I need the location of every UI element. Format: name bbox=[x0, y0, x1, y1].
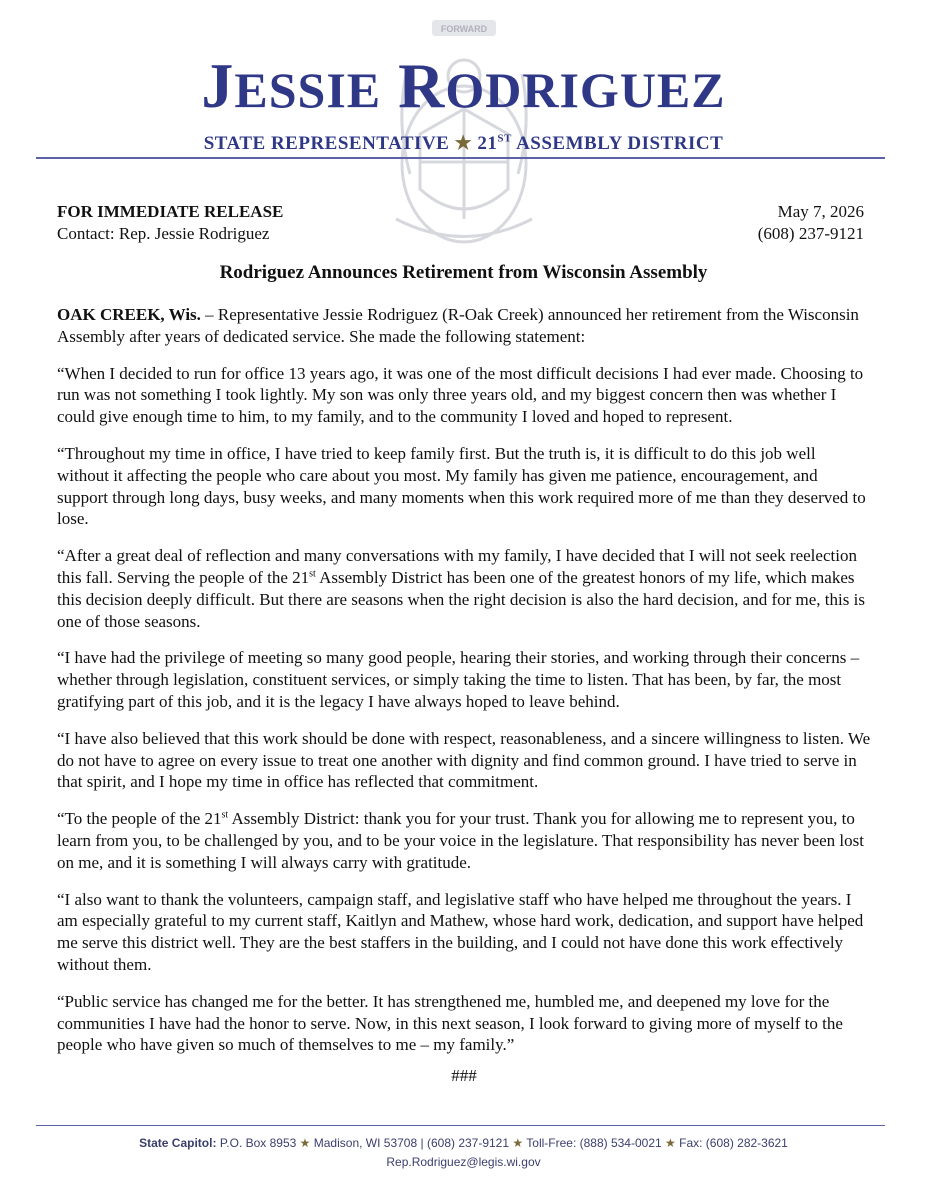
dateline: OAK CREEK, Wis. bbox=[57, 305, 201, 324]
release-header-left bbox=[57, 201, 283, 245]
statement-paragraph-6 bbox=[57, 808, 871, 873]
p3-text-a: “After a great deal of reflection and many conversations with my family, I have decided that I will not seek reelection this fall. Serving the people of the 21 bbox=[57, 546, 857, 587]
statement-paragraph-7: “I also want to thank the volunteers, campaign staff, and legislative staff who have helped me throughout the years. I am especially grateful to my current staff, Kaitlyn and Mathew, whose hard work, dedication, and support have helped me serve this district well. They are the best staffers in the building, and I could not have done this work effectively without them. bbox=[57, 889, 864, 974]
statement-paragraph-2: “Throughout my time in office, I have tried to keep family first. But the truth is, it is difficult to do this job well without it affecting the people who care about you most. My family has given me patience, encouragement, and support through long days, busy weeks, and many moments when this work required more of me than they deserved to lose. bbox=[57, 443, 866, 529]
district-text: ASSEMBLY DISTRICT bbox=[516, 133, 724, 154]
footer-email[interactable]: Rep.Rodriguez@legis.wi.gov bbox=[386, 1155, 541, 1169]
footer-capitol-label: State Capitol: bbox=[139, 1136, 217, 1150]
footer-address-line bbox=[0, 1136, 927, 1150]
p3-superscript: st bbox=[309, 568, 316, 580]
name-last-initial: R bbox=[398, 50, 446, 121]
statement-paragraph-1: “When I decided to run for office 13 years ago, it was one of the most difficult decisions I had ever made. Choosing to run was not something I took lightly. My son was only three years old, and my biggest concern then was whether I could give enough time to him, to my family, and to the community I loved and hoped to represent. bbox=[57, 363, 864, 427]
footer-star-icon: ★ bbox=[299, 1136, 311, 1150]
footer-star-icon: ★ bbox=[512, 1136, 524, 1150]
star-icon: ★ bbox=[454, 133, 473, 154]
release-header-right bbox=[758, 201, 864, 245]
intro-paragraph bbox=[57, 304, 871, 348]
end-mark: ### bbox=[451, 1066, 477, 1086]
contact-line: Contact: Rep. Jessie Rodriguez bbox=[57, 223, 270, 243]
contact-phone: (608) 237-9121 bbox=[757, 223, 864, 243]
release-date: May 7, 2026 bbox=[777, 202, 864, 221]
footer-star-icon: ★ bbox=[665, 1136, 676, 1150]
name-last-rest: ODRIGUEZ bbox=[445, 62, 726, 118]
footer-fax: Fax: (608) 282-3621 bbox=[679, 1136, 788, 1150]
statement-paragraph-5: “I have also believed that this work should be done with respect, reasonableness, and a sincere willingness to listen. We do not have to agree on every issue to treat one another with dignity and find common ground. I have tried to serve in that spirit, and I hope my time in office has reflected that commitment. bbox=[57, 728, 871, 792]
seal-motto: FORWARD bbox=[440, 24, 488, 34]
release-body bbox=[57, 304, 871, 1087]
footer-divider bbox=[36, 1125, 885, 1126]
intro-text: – Representative Jessie Rodriguez (R-Oak Creek) announced her retirement from the Wisconsin Assembly after years of dedicated service. She made the following statement: bbox=[57, 305, 859, 346]
representative-title bbox=[0, 132, 927, 155]
p6-superscript: st bbox=[221, 809, 229, 821]
name-first-initial: J bbox=[201, 50, 235, 121]
representative-name bbox=[0, 50, 927, 121]
name-first-rest: ESSIE bbox=[234, 62, 382, 118]
footer-tollfree: Toll-Free: (888) 534-0021 bbox=[526, 1136, 662, 1150]
footer-separator: | bbox=[420, 1136, 424, 1150]
title-text: STATE REPRESENTATIVE bbox=[203, 133, 450, 154]
statement-paragraph-3 bbox=[57, 545, 871, 632]
p6-text-a: “To the people of the 21 bbox=[57, 809, 222, 829]
footer-po-box: P.O. Box 8953 bbox=[219, 1136, 297, 1150]
release-label: FOR IMMEDIATE RELEASE bbox=[57, 202, 284, 221]
district-number: 21 bbox=[477, 133, 498, 154]
statement-paragraph-8: “Public service has changed me for the better. It has strengthened me, humbled me, and deepened my love for the communities I have had the honor to serve. Now, in this next season, I look forward to giving more of myself to the people who have given so much of themselves to me – my family.” bbox=[57, 991, 843, 1055]
statement-paragraph-4: “I have had the privilege of meeting so many good people, hearing their stories, and working through their concerns – whether through legislation, constituent services, or simply taking the time to listen. That has been, by far, the most gratifying part of this job, and it is the legacy I have always hoped to leave behind. bbox=[57, 648, 860, 711]
district-superscript: ST bbox=[497, 132, 512, 145]
letterhead-divider bbox=[36, 157, 885, 159]
headline: Rodriguez Announces Retirement from Wisconsin Assembly bbox=[219, 262, 708, 283]
p3-text-b: Assembly District has been one of the greatest honors of my life, which makes this decision deeply difficult. But there are seasons when the right decision is also the hard decision, and for me, this is one of those seasons. bbox=[57, 567, 865, 631]
footer-phone: (608) 237-9121 bbox=[426, 1136, 510, 1150]
footer-city: Madison, WI 53708 bbox=[313, 1136, 418, 1150]
p6-text-b: Assembly District: thank you for your trust. Thank you for allowing me to represent you, to learn from you, to be challenged by you, and to be your voice in the legislature. That responsibility has never been lost on me, and it is something I will always carry with gratitude. bbox=[57, 809, 864, 872]
